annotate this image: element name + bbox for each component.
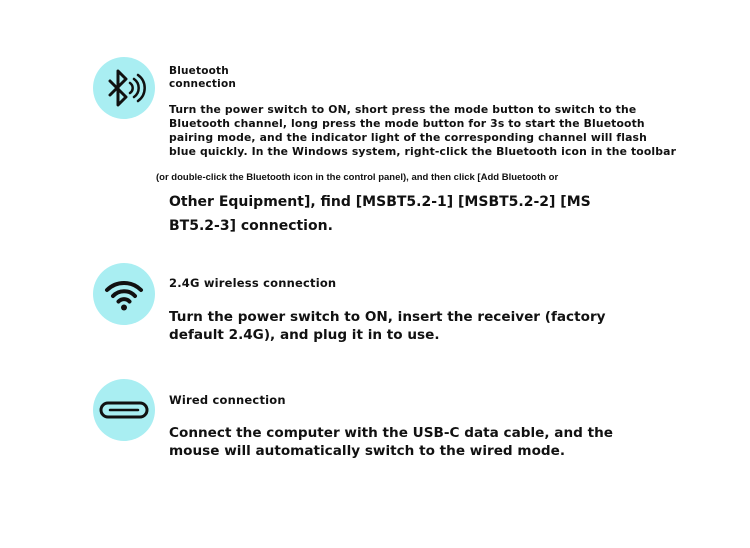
wireless-text-line-2: default 2.4G), and plug it in to use. — [169, 327, 440, 343]
bluetooth-title-line-2: connection — [169, 78, 237, 90]
wired-title: Wired connection — [169, 393, 286, 407]
bluetooth-text-line-4: blue quickly. In the Windows system, right-click the Bluetooth icon in the toolbar — [169, 145, 677, 158]
usb-c-icon-badge — [93, 379, 155, 441]
usb-c-icon — [93, 379, 155, 441]
wired-text-line-2: mouse will automatically switch to the wired mode. — [169, 443, 566, 459]
bluetooth-text-line-2: Bluetooth channel, long press the mode button for 3s to start the Bluetooth — [169, 117, 645, 130]
wifi-icon-badge — [93, 263, 155, 325]
wired-text-line-1: Connect the computer with the USB-C data cable, and the — [169, 425, 613, 441]
bluetooth-text-line-3: pairing mode, and the indicator light of the corresponding channel will flash — [169, 131, 647, 144]
wireless-title: 2.4G wireless connection — [169, 276, 337, 290]
bluetooth-icon — [93, 57, 155, 119]
bluetooth-text-line-5: (or double-click the Bluetooth icon in the control panel), and then click [Add Bluetooth or — [156, 172, 559, 183]
bluetooth-title-line-1: Bluetooth — [169, 65, 229, 77]
bluetooth-text-line-1: Turn the power switch to ON, short press the mode button to switch to the — [169, 103, 637, 116]
wifi-icon — [93, 263, 155, 325]
bluetooth-icon-badge — [93, 57, 155, 119]
wireless-text-line-1: Turn the power switch to ON, insert the receiver (factory — [169, 309, 606, 325]
bluetooth-text-line-7: BT5.2-3] connection. — [169, 218, 333, 234]
bluetooth-text-line-6: Other Equipment], find [MSBT5.2-1] [MSBT5.2-2] [MS — [169, 194, 591, 210]
